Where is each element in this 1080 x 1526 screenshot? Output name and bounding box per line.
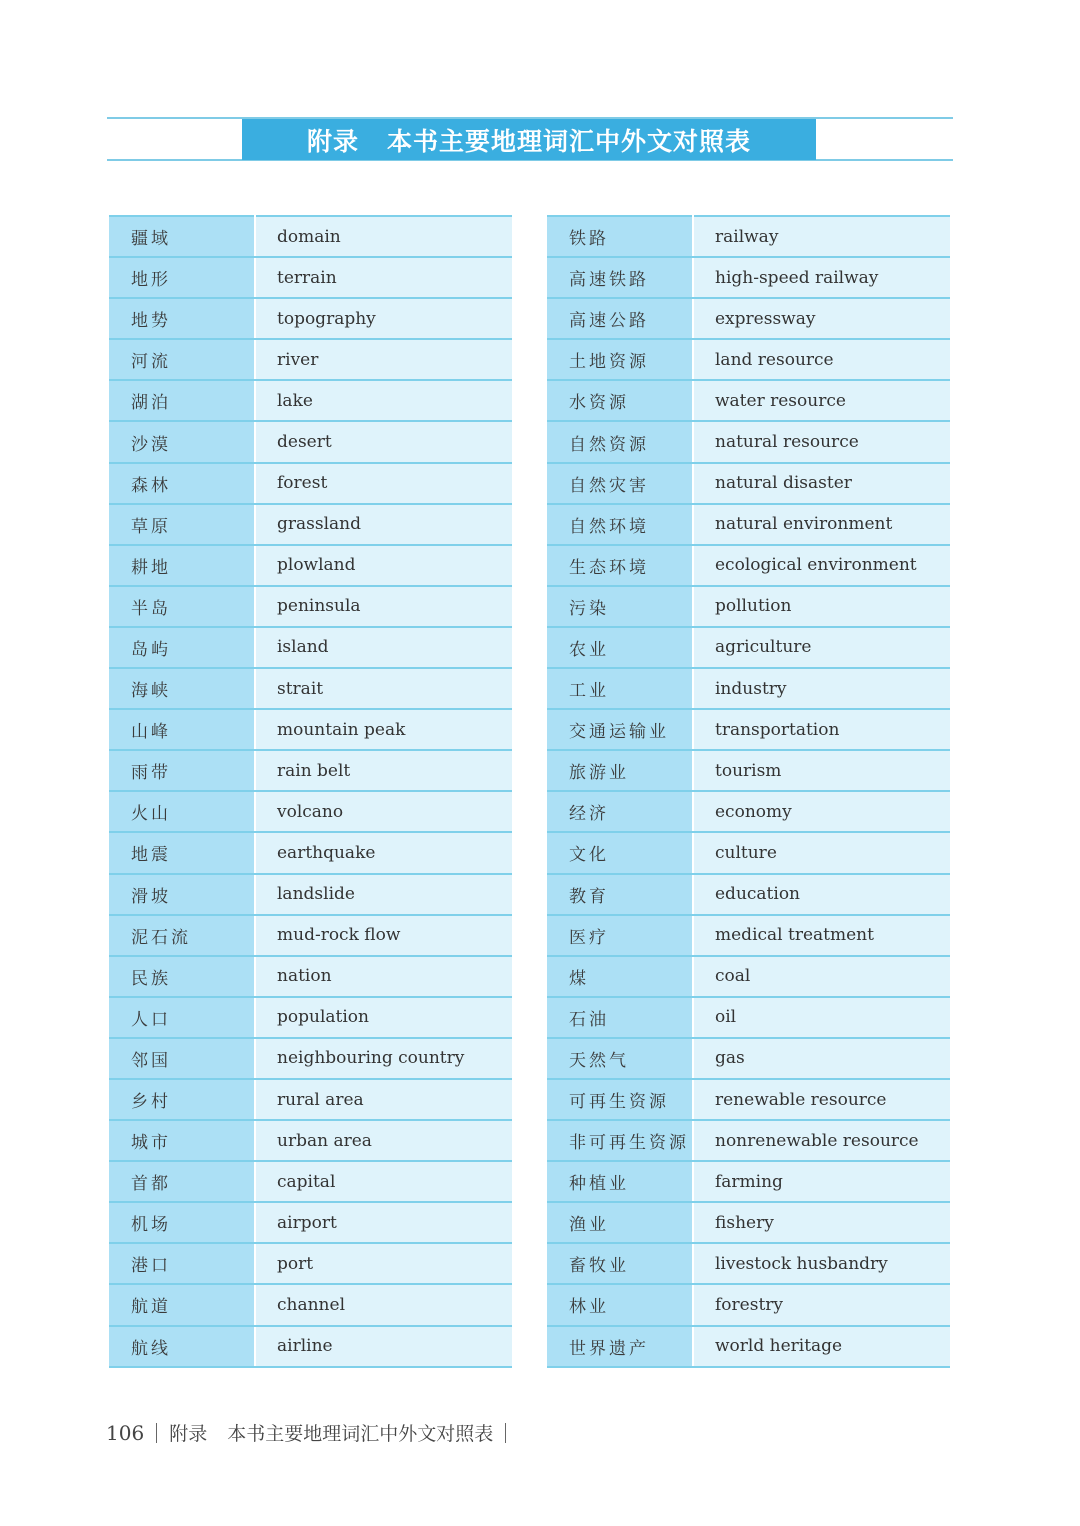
table-row: [547, 915, 950, 956]
term-chinese: 航线: [109, 1326, 255, 1367]
term-english: terrain: [255, 257, 512, 298]
table-row: [547, 750, 950, 791]
term-chinese: 种植业: [547, 1161, 693, 1202]
table-row: [109, 298, 512, 339]
term-english: domain: [255, 216, 512, 257]
term-chinese: 水资源: [547, 380, 693, 421]
term-chinese: 海峡: [109, 668, 255, 709]
term-english: nonrenewable resource: [693, 1120, 950, 1161]
term-chinese: 雨带: [109, 750, 255, 791]
footer-divider: [156, 1423, 157, 1443]
table-row: [547, 421, 950, 462]
term-chinese: 可再生资源: [547, 1079, 693, 1120]
header-label: 附录: [306, 126, 359, 156]
term-english: natural resource: [693, 421, 950, 462]
table-row: [547, 298, 950, 339]
table-row: [547, 791, 950, 832]
term-chinese: 污染: [547, 586, 693, 627]
table-row: [109, 1079, 512, 1120]
term-english: urban area: [255, 1120, 512, 1161]
table-row: [109, 421, 512, 462]
term-english: airline: [255, 1326, 512, 1367]
term-chinese: 首都: [109, 1161, 255, 1202]
vocab-table-right: [547, 215, 950, 1368]
term-english: ecological environment: [693, 545, 950, 586]
term-chinese: 民族: [109, 956, 255, 997]
term-chinese: 经济: [547, 791, 693, 832]
table-row: [547, 257, 950, 298]
term-chinese: 航道: [109, 1284, 255, 1325]
table-row: [109, 216, 512, 257]
term-english: renewable resource: [693, 1079, 950, 1120]
table-row: [547, 1326, 950, 1367]
term-english: agriculture: [693, 627, 950, 668]
page-number: 106: [106, 1420, 145, 1445]
term-english: oil: [693, 997, 950, 1038]
table-row: [109, 1243, 512, 1284]
term-chinese: 医疗: [547, 915, 693, 956]
table-row: [109, 997, 512, 1038]
term-english: rural area: [255, 1079, 512, 1120]
table-row: [109, 1284, 512, 1325]
term-english: earthquake: [255, 832, 512, 873]
term-english: capital: [255, 1161, 512, 1202]
table-row: [109, 791, 512, 832]
term-english: gas: [693, 1038, 950, 1079]
term-chinese: 自然资源: [547, 421, 693, 462]
table-row: [547, 1120, 950, 1161]
term-chinese: 旅游业: [547, 750, 693, 791]
term-english: livestock husbandry: [693, 1243, 950, 1284]
page-title-banner: [242, 119, 816, 160]
term-english: lake: [255, 380, 512, 421]
table-row: [109, 709, 512, 750]
term-chinese: 土地资源: [547, 339, 693, 380]
term-english: volcano: [255, 791, 512, 832]
term-english: high-speed railway: [693, 257, 950, 298]
table-row: [547, 463, 950, 504]
term-english: grassland: [255, 504, 512, 545]
term-english: medical treatment: [693, 915, 950, 956]
term-chinese: 山峰: [109, 709, 255, 750]
table-row: [547, 216, 950, 257]
term-chinese: 石油: [547, 997, 693, 1038]
term-chinese: 疆域: [109, 216, 255, 257]
term-chinese: 农业: [547, 627, 693, 668]
term-chinese: 生态环境: [547, 545, 693, 586]
page-footer: [106, 1419, 518, 1446]
term-chinese: 地形: [109, 257, 255, 298]
table-row: [109, 1038, 512, 1079]
term-chinese: 世界遗产: [547, 1326, 693, 1367]
term-english: forestry: [693, 1284, 950, 1325]
table-row: [547, 1079, 950, 1120]
term-english: culture: [693, 832, 950, 873]
term-chinese: 文化: [547, 832, 693, 873]
term-chinese: 邻国: [109, 1038, 255, 1079]
table-row: [109, 874, 512, 915]
term-chinese: 地势: [109, 298, 255, 339]
table-row: [547, 956, 950, 997]
table-row: [547, 668, 950, 709]
term-english: river: [255, 339, 512, 380]
table-row: [547, 1284, 950, 1325]
term-english: landslide: [255, 874, 512, 915]
term-chinese: 教育: [547, 874, 693, 915]
table-row: [547, 874, 950, 915]
table-row: [109, 339, 512, 380]
term-chinese: 自然灾害: [547, 463, 693, 504]
term-english: forest: [255, 463, 512, 504]
term-english: land resource: [693, 339, 950, 380]
term-english: port: [255, 1243, 512, 1284]
term-chinese: 高速公路: [547, 298, 693, 339]
term-chinese: 机场: [109, 1202, 255, 1243]
term-english: education: [693, 874, 950, 915]
term-english: mountain peak: [255, 709, 512, 750]
term-chinese: 草原: [109, 504, 255, 545]
table-row: [547, 832, 950, 873]
term-english: natural disaster: [693, 463, 950, 504]
table-row: [547, 1161, 950, 1202]
table-row: [547, 709, 950, 750]
table-row: [109, 832, 512, 873]
term-english: topography: [255, 298, 512, 339]
term-chinese: 火山: [109, 791, 255, 832]
term-english: natural environment: [693, 504, 950, 545]
term-english: railway: [693, 216, 950, 257]
table-row: [547, 504, 950, 545]
term-english: world heritage: [693, 1326, 950, 1367]
table-row: [547, 380, 950, 421]
page-title: 本书主要地理词汇中外文对照表: [387, 126, 752, 156]
term-english: channel: [255, 1284, 512, 1325]
table-row: [109, 504, 512, 545]
term-chinese: 泥石流: [109, 915, 255, 956]
term-chinese: 港口: [109, 1243, 255, 1284]
table-row: [109, 956, 512, 997]
term-english: nation: [255, 956, 512, 997]
term-english: transportation: [693, 709, 950, 750]
term-english: airport: [255, 1202, 512, 1243]
table-row: [109, 1120, 512, 1161]
term-chinese: 铁路: [547, 216, 693, 257]
term-chinese: 工业: [547, 668, 693, 709]
table-row: [547, 545, 950, 586]
term-chinese: 煤: [547, 956, 693, 997]
term-chinese: 非可再生资源: [547, 1120, 693, 1161]
footer-title: 本书主要地理词汇中外文对照表: [227, 1423, 494, 1445]
term-english: plowland: [255, 545, 512, 586]
term-english: water resource: [693, 380, 950, 421]
term-chinese: 耕地: [109, 545, 255, 586]
table-row: [109, 257, 512, 298]
term-chinese: 河流: [109, 339, 255, 380]
table-row: [109, 380, 512, 421]
term-chinese: 湖泊: [109, 380, 255, 421]
term-english: population: [255, 997, 512, 1038]
table-row: [109, 915, 512, 956]
table-row: [547, 586, 950, 627]
term-english: neighbouring country: [255, 1038, 512, 1079]
term-english: mud-rock flow: [255, 915, 512, 956]
term-chinese: 沙漠: [109, 421, 255, 462]
term-chinese: 城市: [109, 1120, 255, 1161]
term-english: coal: [693, 956, 950, 997]
table-row: [109, 627, 512, 668]
term-chinese: 滑坡: [109, 874, 255, 915]
term-english: economy: [693, 791, 950, 832]
term-english: rain belt: [255, 750, 512, 791]
term-chinese: 林业: [547, 1284, 693, 1325]
table-row: [547, 339, 950, 380]
term-english: pollution: [693, 586, 950, 627]
term-english: tourism: [693, 750, 950, 791]
table-row: [547, 1038, 950, 1079]
term-english: desert: [255, 421, 512, 462]
table-row: [547, 1202, 950, 1243]
term-chinese: 渔业: [547, 1202, 693, 1243]
table-row: [547, 1243, 950, 1284]
term-chinese: 地震: [109, 832, 255, 873]
term-english: farming: [693, 1161, 950, 1202]
term-english: island: [255, 627, 512, 668]
table-row: [109, 545, 512, 586]
table-row: [109, 463, 512, 504]
table-row: [547, 997, 950, 1038]
term-chinese: 乡村: [109, 1079, 255, 1120]
table-row: [109, 1326, 512, 1367]
term-english: expressway: [693, 298, 950, 339]
term-english: peninsula: [255, 586, 512, 627]
term-chinese: 畜牧业: [547, 1243, 693, 1284]
term-chinese: 半岛: [109, 586, 255, 627]
table-row: [109, 1161, 512, 1202]
term-chinese: 岛屿: [109, 627, 255, 668]
term-chinese: 交通运输业: [547, 709, 693, 750]
term-chinese: 自然环境: [547, 504, 693, 545]
term-chinese: 高速铁路: [547, 257, 693, 298]
term-chinese: 人口: [109, 997, 255, 1038]
term-chinese: 森林: [109, 463, 255, 504]
table-row: [109, 586, 512, 627]
term-english: industry: [693, 668, 950, 709]
table-row: [109, 750, 512, 791]
term-chinese: 天然气: [547, 1038, 693, 1079]
footer-label: 附录: [169, 1423, 208, 1445]
vocab-table-left: [109, 215, 512, 1368]
table-row: [547, 627, 950, 668]
table-row: [109, 1202, 512, 1243]
footer-divider-end: [505, 1423, 506, 1443]
table-row: [109, 668, 512, 709]
term-english: strait: [255, 668, 512, 709]
term-english: fishery: [693, 1202, 950, 1243]
